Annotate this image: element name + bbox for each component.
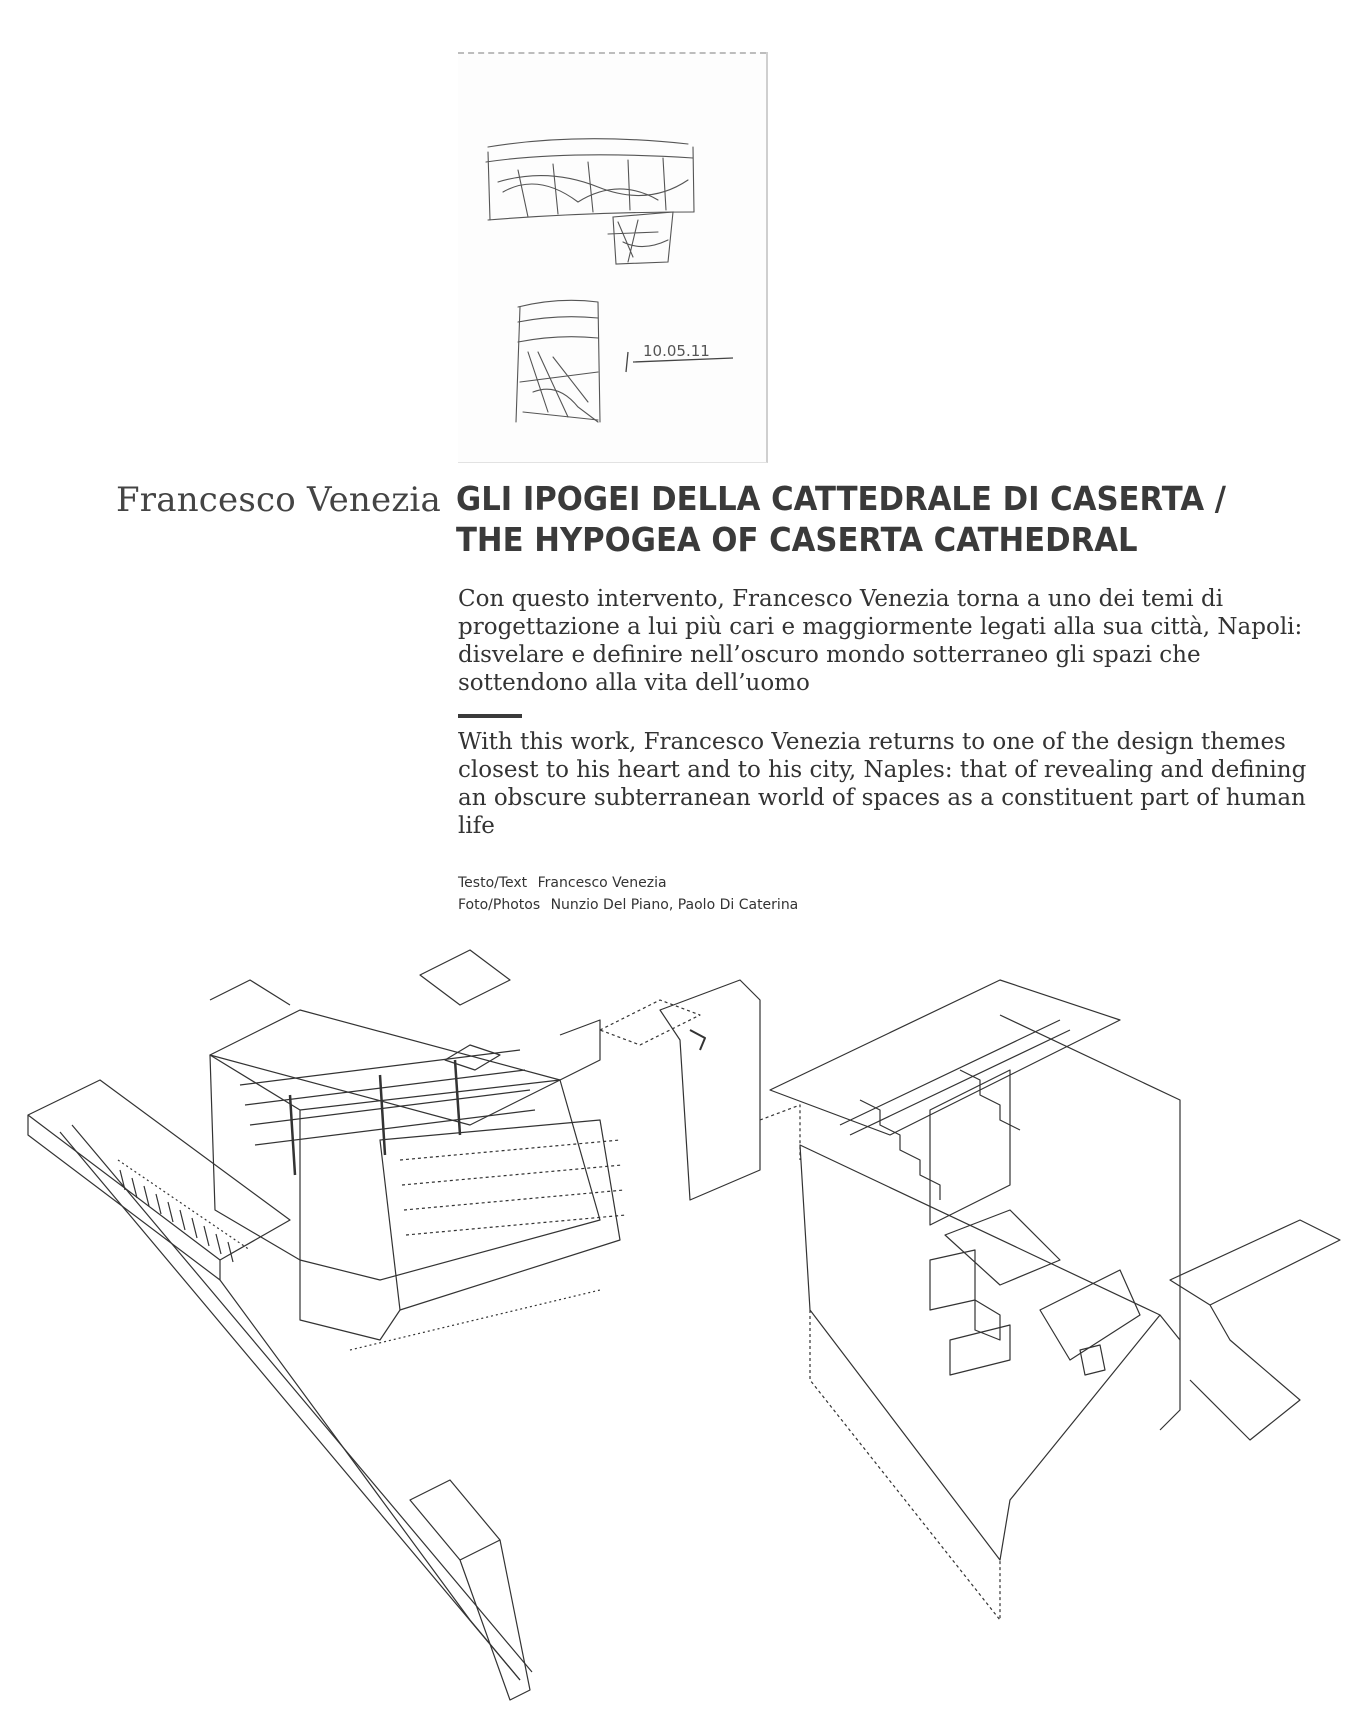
central-block bbox=[210, 950, 626, 1350]
article-title bbox=[456, 478, 1274, 560]
divider-rule bbox=[458, 714, 522, 718]
axonometric-drawing bbox=[0, 920, 1361, 1718]
right-hall bbox=[770, 980, 1340, 1620]
sketch-date: 10.05.11 bbox=[643, 342, 710, 360]
credit-text-label: Testo/Text bbox=[458, 875, 528, 891]
title-italian: GLI IPOGEI DELLA CATTEDRALE DI CASERTA / bbox=[456, 479, 1226, 518]
title-english: THE HYPOGEA OF CASERTA CATHEDRAL bbox=[456, 520, 1138, 559]
sketch-card bbox=[458, 52, 768, 463]
corridor bbox=[28, 1080, 532, 1700]
lead-italian: Con questo intervento, Francesco Venezia torna a uno dei temi di progettazione a lui più cari e maggiormente legati alla sua città, Napoli: disvelare e definire nell’oscuro mondo sotterraneo gli spazi che sottendono alla vita dell’uomo bbox=[458, 586, 1303, 696]
credit-photo-row bbox=[458, 894, 798, 916]
lead-english: With this work, Francesco Venezia returns to one of the design themes closest to his heart and to his city, Naples: that of revealing and defining an obscure subterranean world of spaces as a constituent part of human life bbox=[458, 729, 1307, 839]
credit-photo-label: Foto/Photos bbox=[458, 897, 541, 913]
credit-text-value: Francesco Venezia bbox=[537, 875, 667, 891]
hand-sketch bbox=[458, 52, 766, 462]
credits bbox=[458, 872, 798, 916]
author-name: Francesco Venezia bbox=[116, 480, 441, 520]
credit-photo-value: Nunzio Del Piano, Paolo Di Caterina bbox=[550, 897, 799, 913]
credit-text-row bbox=[458, 872, 798, 894]
